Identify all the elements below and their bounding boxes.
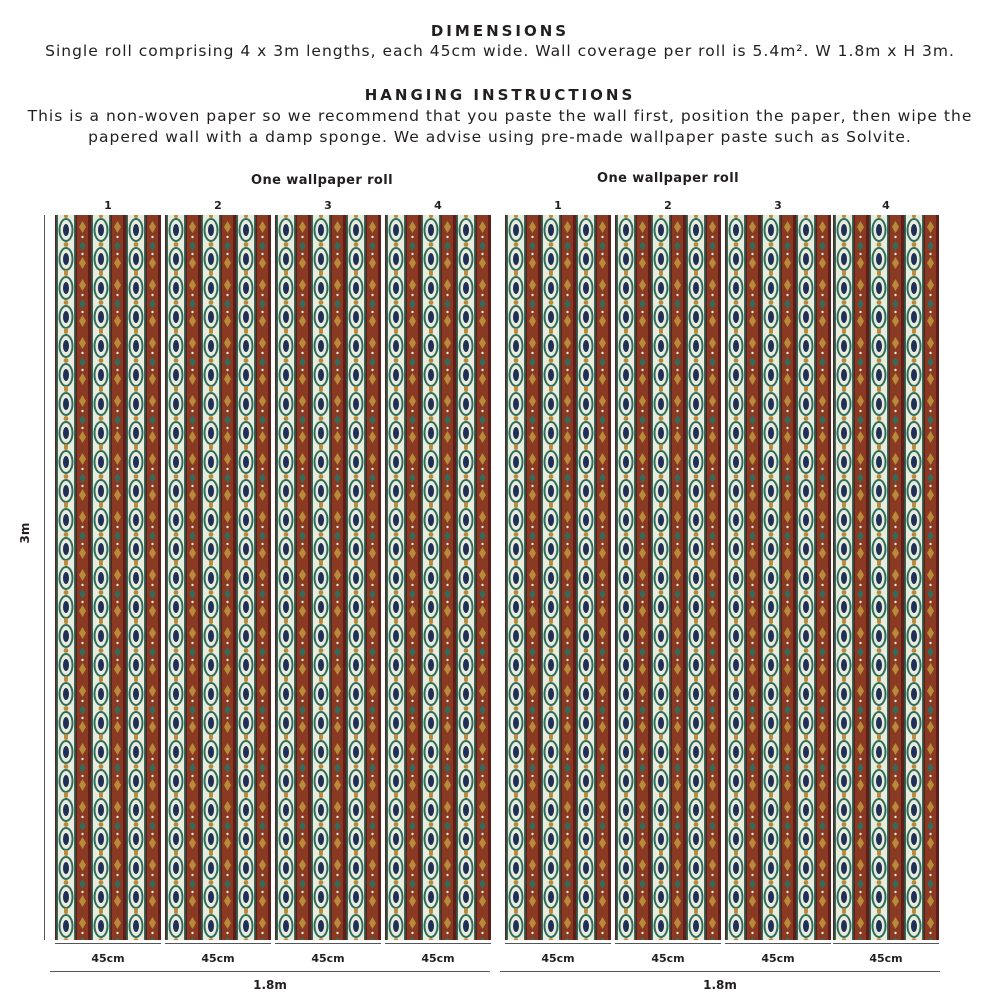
roll-1-strip-1-width: 45cm — [91, 952, 125, 965]
wallpaper-strip — [505, 215, 611, 940]
roll-1-total-width-line — [50, 971, 490, 972]
roll-2-strip-2-number: 2 — [664, 199, 672, 212]
roll-1-strip-2-width: 45cm — [201, 952, 235, 965]
roll-2-strip-1-number: 1 — [554, 199, 562, 212]
roll-2-strip-1-width: 45cm — [541, 952, 575, 965]
wallpaper-strip — [833, 215, 939, 940]
roll-1-strip-4-number: 4 — [434, 199, 442, 212]
wallpaper-strip — [725, 215, 831, 940]
dimensions-text: Single roll comprising 4 x 3m lengths, each 45cm wide. Wall coverage per roll is 5.4m². W 1.8m x H 3m. — [45, 42, 955, 60]
roll-1-strip-3-number: 3 — [324, 199, 332, 212]
roll-2-strip-2-width: 45cm — [651, 952, 685, 965]
hanging-text-line-1: This is a non-woven paper so we recommend that you paste the wall first, position the paper, then wipe the — [27, 107, 973, 125]
height-dimension-line — [44, 215, 45, 940]
roll-1-strip-4-width: 45cm — [421, 952, 455, 965]
wallpaper-strip — [385, 215, 491, 940]
roll-2-label: One wallpaper roll — [597, 171, 739, 186]
strip-width-line — [833, 943, 939, 944]
roll-1-strip-2-number: 2 — [214, 199, 222, 212]
roll-1-label: One wallpaper roll — [251, 173, 393, 188]
wallpaper-strip — [55, 215, 161, 940]
roll-1-total-width: 1.8m — [253, 978, 287, 992]
dimensions-heading: DIMENSIONS — [430, 22, 570, 40]
roll-2-strip-3-number: 3 — [774, 199, 782, 212]
strip-width-line — [725, 943, 831, 944]
hanging-text-line-2: papered wall with a damp sponge. We advise using pre-made wallpaper paste such as Solvite. — [88, 128, 912, 146]
roll-2-total-width-line — [500, 971, 940, 972]
wallpaper-strip — [275, 215, 381, 940]
height-label: 3m — [18, 522, 32, 544]
strip-width-line — [505, 943, 611, 944]
strip-width-line — [165, 943, 271, 944]
hanging-heading: HANGING INSTRUCTIONS — [364, 86, 636, 104]
roll-2-total-width: 1.8m — [703, 978, 737, 992]
strip-width-line — [275, 943, 381, 944]
strip-width-line — [385, 943, 491, 944]
roll-1-strip-3-width: 45cm — [311, 952, 345, 965]
roll-2-strip-4-width: 45cm — [869, 952, 903, 965]
roll-2-strip-4-number: 4 — [882, 199, 890, 212]
strip-width-line — [615, 943, 721, 944]
wallpaper-strip — [165, 215, 271, 940]
strip-width-line — [55, 943, 161, 944]
roll-2-strip-3-width: 45cm — [761, 952, 795, 965]
roll-1-strip-1-number: 1 — [104, 199, 112, 212]
wallpaper-strip — [615, 215, 721, 940]
